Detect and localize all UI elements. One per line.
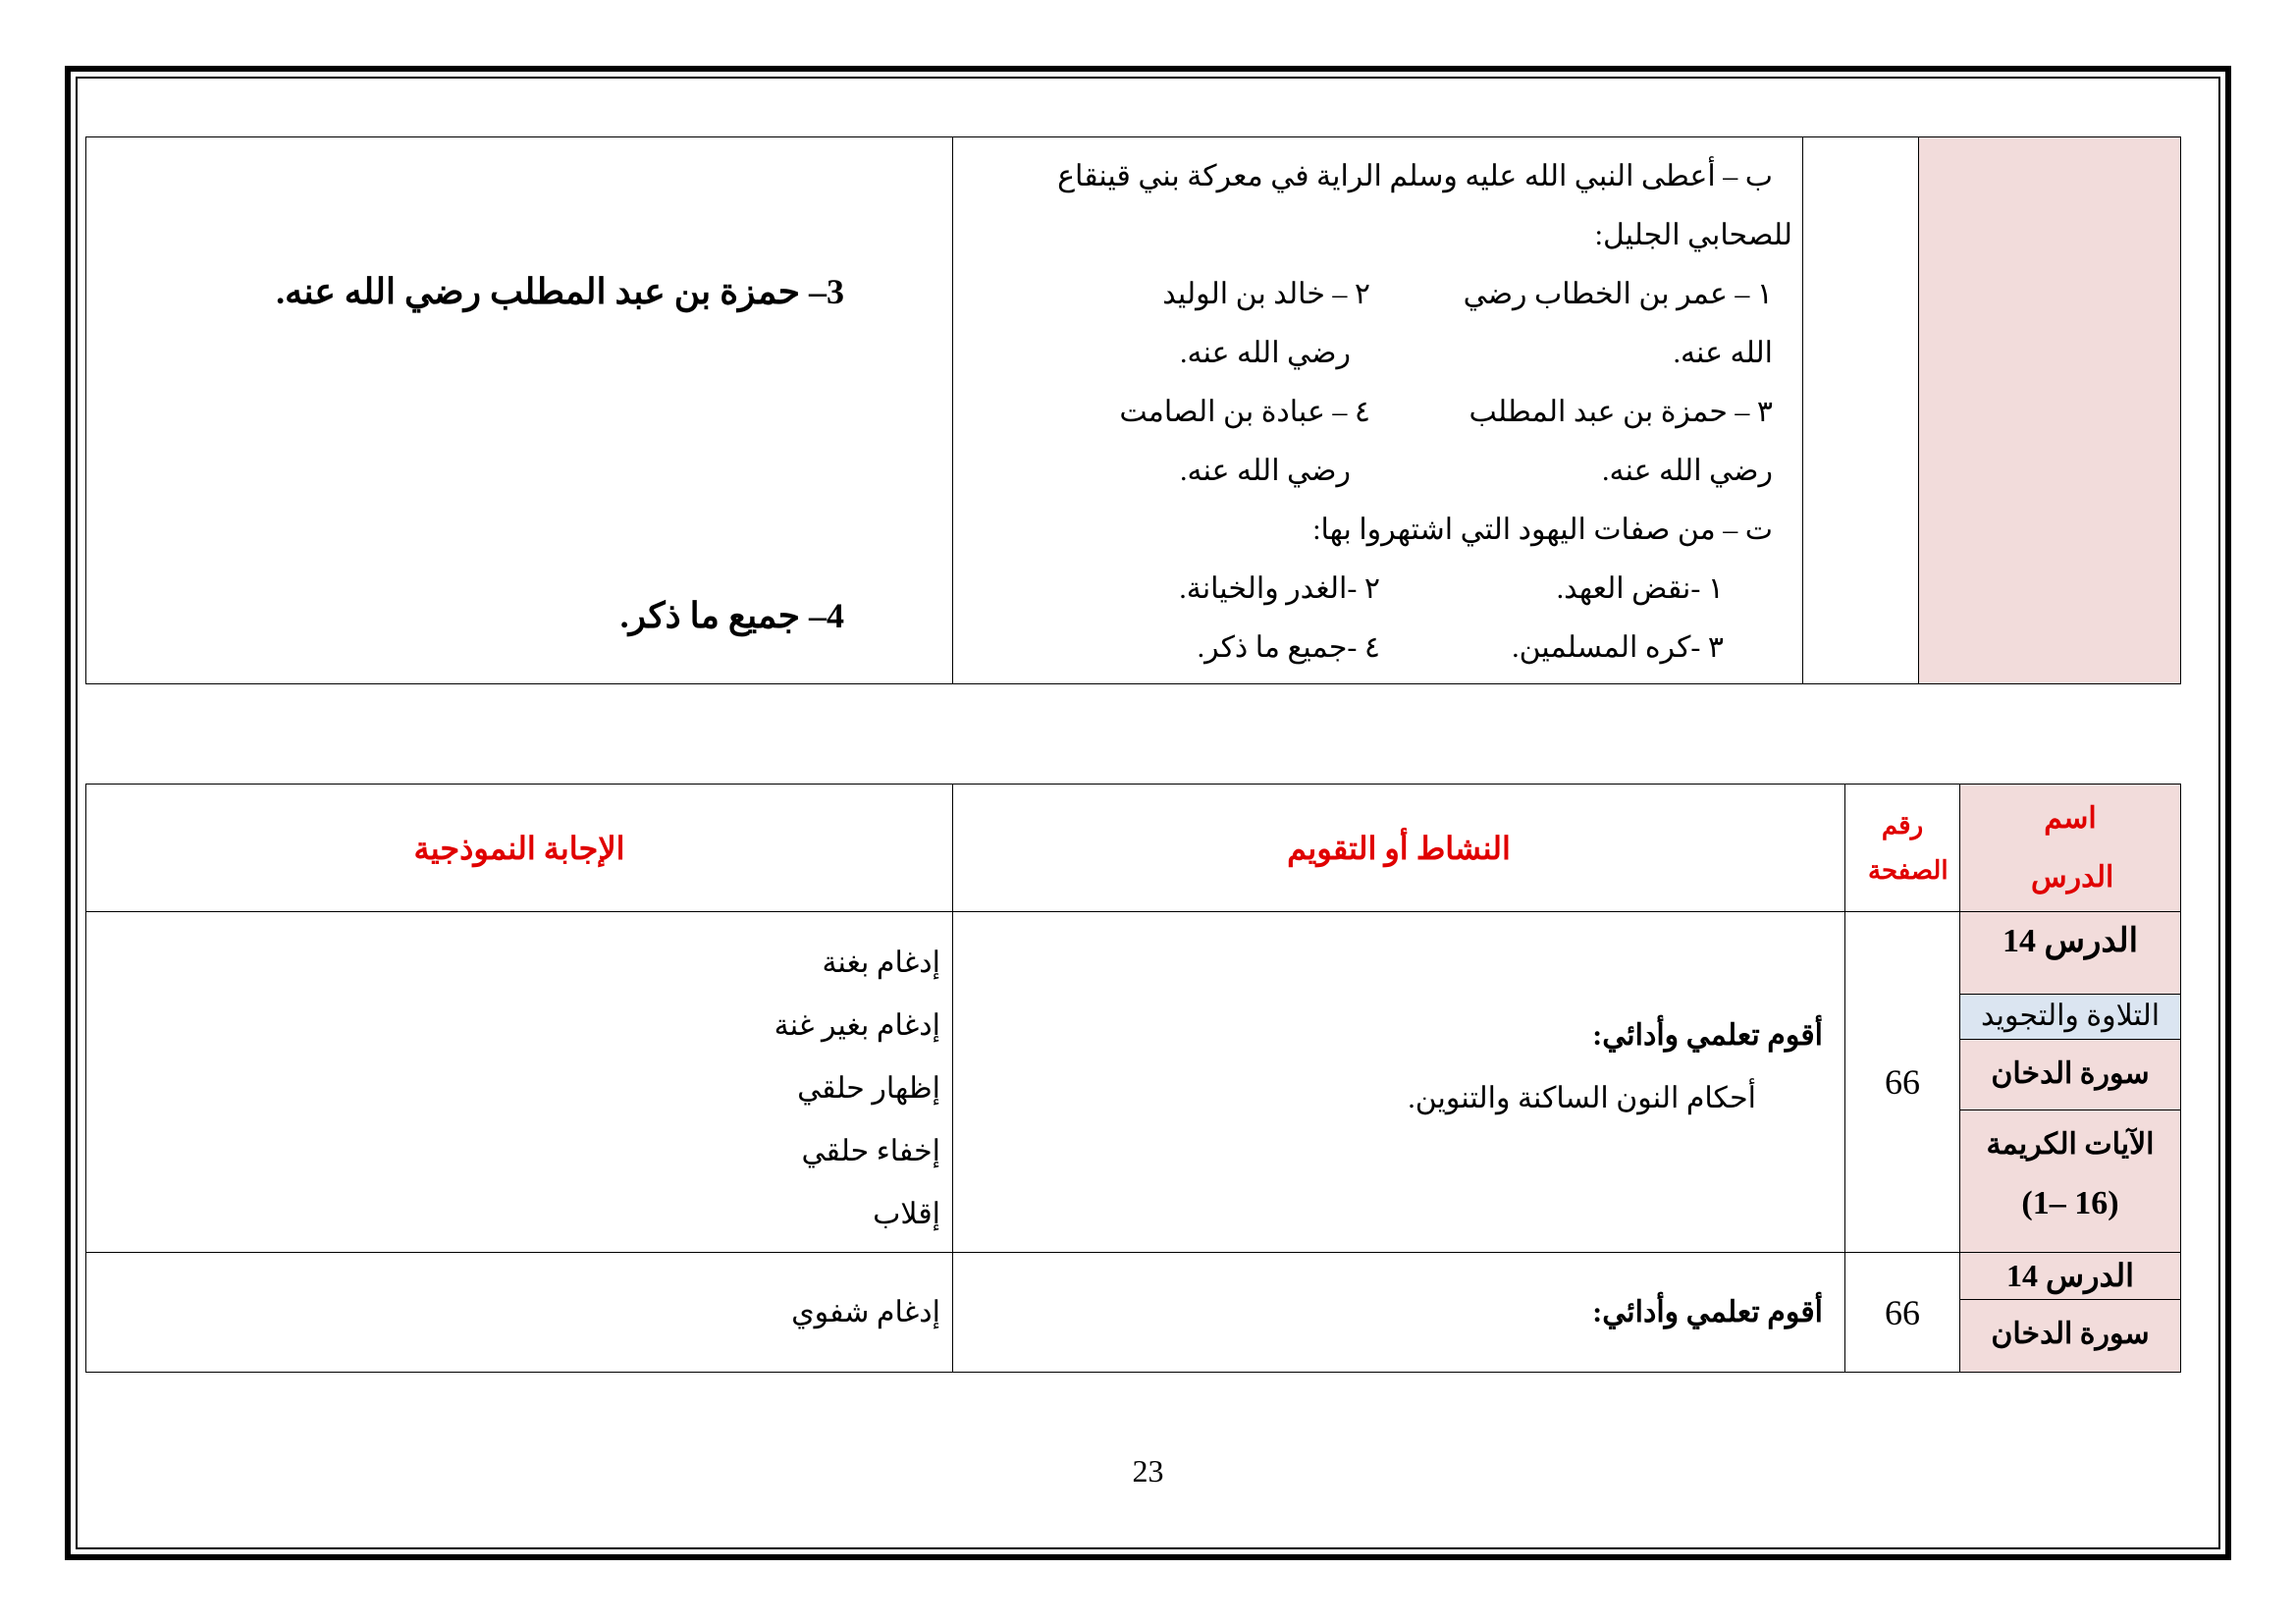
- answer-4: 4– جميع ما ذكر.: [619, 596, 844, 635]
- option-t-2: ٢ -الغدر والخيانة.: [1179, 572, 1380, 605]
- answer-item: إدغام بغنة: [822, 947, 940, 979]
- answers-cell: [86, 137, 953, 684]
- lesson-name-cell-2: [1960, 1253, 2181, 1373]
- options-row-1b: [973, 324, 1792, 383]
- header-lesson-name: [1960, 785, 2181, 912]
- option-t-4: ٤ -جميع ما ذكر.: [1197, 631, 1380, 664]
- answer-3: 3– حمزة بن عبد المطلب رضي الله عنه.: [276, 272, 844, 311]
- answer-item: إقلاب: [873, 1198, 940, 1230]
- answer-item: إخفاء حلقي: [801, 1135, 940, 1167]
- questions-cell: [953, 137, 1803, 684]
- option-4: ٤ – عبادة بن الصامت: [1119, 396, 1370, 428]
- option-t-1: ١ -نقض العهد.: [1556, 572, 1724, 605]
- header-activity: النشاط أو التقويم: [953, 785, 1845, 912]
- lesson-surah-2: سورة الدخان: [1991, 1318, 2150, 1350]
- top-table: [85, 136, 2181, 684]
- header-page-number: [1845, 785, 1960, 912]
- lesson-cell-empty: [1919, 137, 2181, 684]
- header-row: [86, 785, 2181, 912]
- header-page-number-text: رقم الصفحة: [1868, 810, 1949, 885]
- page-cell-empty: [1803, 137, 1919, 684]
- option-t-3: ٣ -كره المسلمين.: [1512, 631, 1724, 664]
- activity-cell: [953, 912, 1845, 1253]
- options-row-2b: [973, 442, 1792, 501]
- option-1: ١ – عمر بن الخطاب رضي: [1463, 278, 1773, 310]
- option-3-cont: رضي الله عنه.: [1602, 455, 1773, 487]
- question-b-line2: للصحابي الجليل:: [1594, 219, 1792, 251]
- options-row-1: [973, 265, 1792, 324]
- header-lesson-name-text: اسم الدرس: [2031, 801, 2114, 893]
- activity-cell-2: أقوم تعلمي وأدائي:: [953, 1253, 1845, 1373]
- page-number: 23: [1132, 1453, 1164, 1489]
- options-t-row-2: [973, 619, 1792, 677]
- activity-title: أقوم تعلمي وأدائي:: [1592, 1019, 1823, 1052]
- option-3: ٣ – حمزة بن عبد المطلب: [1468, 396, 1773, 428]
- options-t-row-1: [973, 560, 1792, 619]
- question-b-line1: ب – أعطى النبي الله عليه وسلم الراية في معركة بني قينقاع: [1057, 160, 1773, 192]
- question-t-line1: ت – من صفات اليهود التي اشتهروا بها:: [1312, 514, 1773, 546]
- option-2-cont: رضي الله عنه.: [1180, 337, 1351, 369]
- options-row-2: [973, 383, 1792, 442]
- verses-range: (1– 16): [2021, 1185, 2119, 1221]
- model-answer-cell: [86, 912, 953, 1253]
- lessons-table: [85, 784, 2181, 1373]
- option-4-cont: رضي الله عنه.: [1180, 455, 1351, 487]
- option-2: ٢ – خالد بن الوليد: [1162, 278, 1370, 310]
- page-number-cell: 66: [1845, 912, 1960, 1253]
- lesson-title-2: الدرس 14: [1960, 1253, 2180, 1300]
- activity-text: أحكام النون الساكنة والتنوين.: [1408, 1082, 1756, 1114]
- answer-item: إدغام بغير غنة: [774, 1009, 940, 1042]
- model-answer-cell-2: إدغام شفوي: [86, 1253, 953, 1373]
- answer-item: إظهار حلقي: [797, 1072, 940, 1105]
- option-1-cont: الله عنه.: [1673, 337, 1773, 369]
- table-row: [86, 912, 2181, 1253]
- lesson-surah: سورة الدخان: [1960, 1040, 2180, 1110]
- table-row: [86, 1253, 2181, 1373]
- lesson-name-cell: [1960, 912, 2181, 1253]
- lesson-subject: التلاوة والتجويد: [1960, 995, 2180, 1040]
- page-number-cell-2: 66: [1845, 1253, 1960, 1373]
- lesson-title: الدرس 14: [1960, 912, 2180, 995]
- header-model-answer: الإجابة النموذجية: [86, 785, 953, 912]
- verses-label: الآيات الكريمة: [1986, 1128, 2155, 1161]
